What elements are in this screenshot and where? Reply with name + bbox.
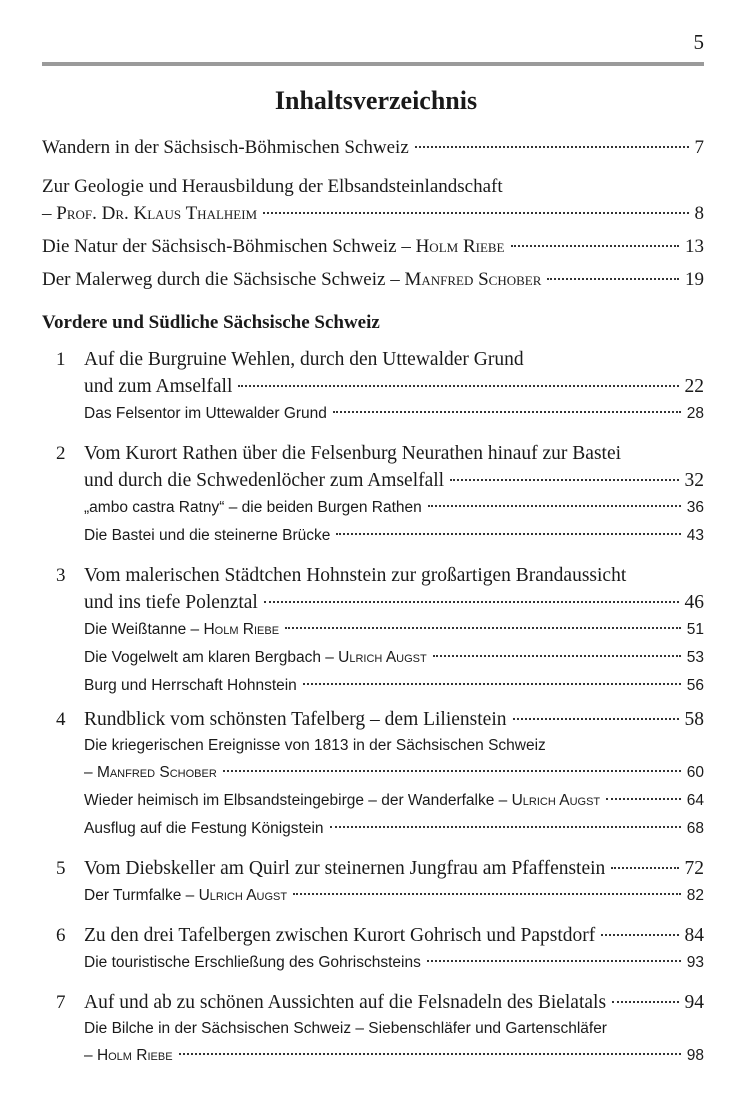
route-3 (42, 562, 704, 700)
leader-dots (428, 505, 681, 507)
sub-author: Holm Riebe (96, 1047, 173, 1064)
route-title-line2: und zum Amselfall (84, 376, 233, 397)
sub-page: 98 (686, 1047, 704, 1064)
route-entry[interactable] (84, 855, 704, 882)
sub-page: 53 (686, 649, 704, 666)
leader-dots (450, 479, 678, 481)
sub-title: Die Bastei und die steinerne Brücke (84, 527, 331, 544)
entry-prefix: – (42, 203, 57, 224)
sub-entry[interactable] (84, 644, 704, 672)
sub-entry[interactable] (84, 522, 704, 550)
sub-page: 68 (686, 820, 704, 837)
leader-dots (303, 683, 681, 685)
entry-title: Zur Geologie und Herausbildung der Elbsandsteinlandschaft (42, 176, 503, 197)
sub-entry[interactable] (84, 949, 704, 977)
leader-dots (612, 1001, 678, 1003)
sub-title: Die Vogelwelt am klaren Bergbach – (84, 649, 339, 666)
header-rule (42, 62, 704, 66)
toc-entry-geologie[interactable] (42, 173, 704, 227)
sub-title: Ausflug auf die Festung Königstein (84, 820, 324, 837)
route-title-line1: Vom malerischen Städtchen Hohnstein zur großartigen Brandaussicht (84, 565, 627, 586)
route-entry[interactable] (84, 706, 704, 733)
route-title-line1: Zu den drei Tafelbergen zwischen Kurort Gohrisch und Papstdorf (84, 925, 596, 946)
sub-author: Manfred Schober (96, 764, 217, 781)
leader-dots (336, 533, 680, 535)
route-entry[interactable] (84, 440, 704, 494)
sub-page: 56 (686, 677, 704, 694)
entry-page: 22 (684, 376, 704, 397)
sub-entry[interactable] (84, 815, 704, 843)
table-of-contents (42, 134, 704, 1070)
leader-dots (238, 385, 678, 387)
sub-entry[interactable] (84, 882, 704, 910)
leader-dots (293, 893, 681, 895)
section-heading: Vordere und Südliche Sächsische Schweiz (42, 312, 380, 333)
sub-title: Der Turmfalke – (84, 887, 199, 904)
page-title: Inhaltsverzeichnis (274, 86, 478, 115)
sub-author: Holm Riebe (203, 621, 280, 638)
route-4 (42, 706, 704, 843)
route-number: 7 (56, 992, 66, 1013)
route-title-line1: Rundblick vom schönsten Tafelberg – dem Lilienstein (84, 709, 507, 730)
leader-dots (427, 960, 681, 962)
route-title-line1: Vom Diebskeller am Quirl zur steinernen Jungfrau am Pfaffenstein (84, 858, 606, 879)
leader-dots (415, 146, 689, 148)
route-title-line1: Auf die Burgruine Wehlen, durch den Uttewalder Grund (84, 349, 524, 370)
sub-entry[interactable] (84, 400, 704, 428)
leader-dots (547, 278, 679, 280)
entry-page: 32 (684, 470, 704, 491)
sub-page: 43 (686, 527, 704, 544)
leader-dots (223, 770, 681, 772)
route-number: 6 (56, 925, 66, 946)
sub-page: 51 (686, 621, 704, 638)
route-entry[interactable] (84, 562, 704, 616)
route-title-line2: und durch die Schwedenlöcher zum Amselfall (84, 470, 445, 491)
route-2 (42, 440, 704, 550)
sub-entry[interactable] (84, 787, 704, 815)
route-number: 1 (56, 349, 66, 370)
leader-dots (511, 245, 680, 247)
route-1 (42, 346, 704, 428)
route-entry[interactable] (84, 922, 704, 949)
leader-dots (611, 867, 678, 869)
entry-page: 13 (685, 236, 704, 257)
sub-title: Wieder heimisch im Elbsandsteingebirge – der Wanderfalke – (84, 792, 512, 809)
route-title-line1: Vom Kurort Rathen über die Felsenburg Neurathen hinauf zur Bastei (84, 443, 622, 464)
leader-dots (513, 718, 679, 720)
sub-prefix: – (84, 764, 97, 781)
entry-author: Manfred Schober (404, 269, 542, 290)
sub-author: Ulrich Augst (338, 649, 427, 666)
page-number: 5 (693, 30, 704, 54)
entry-page: 58 (684, 709, 704, 730)
sub-page: 60 (686, 764, 704, 781)
route-7 (42, 989, 704, 1070)
route-number: 3 (56, 565, 66, 586)
entry-title: Die Natur der Sächsisch-Böhmischen Schweiz – (42, 236, 416, 257)
sub-page: 36 (686, 499, 704, 516)
sub-entry[interactable] (84, 733, 704, 787)
sub-entry[interactable] (84, 1016, 704, 1070)
toc-entry-malerweg[interactable] (42, 266, 704, 293)
sub-title: Das Felsentor im Uttewalder Grund (84, 405, 327, 422)
entry-author: Prof. Dr. Klaus Thalheim (56, 203, 258, 224)
route-5 (42, 855, 704, 910)
sub-title: Die Bilche in der Sächsischen Schweiz – Siebenschläfer und Gartenschläfer (84, 1020, 607, 1037)
sub-title: Die Weißtanne – (84, 621, 204, 638)
entry-page: 19 (685, 269, 704, 290)
entry-page: 46 (684, 592, 704, 613)
sub-page: 64 (686, 792, 704, 809)
route-number: 4 (56, 709, 66, 730)
sub-page: 93 (686, 954, 704, 971)
leader-dots (330, 826, 681, 828)
leader-dots (264, 601, 679, 603)
entry-page: 7 (694, 137, 704, 158)
sub-author: Ulrich Augst (511, 792, 601, 809)
sub-entry[interactable] (84, 494, 704, 522)
sub-prefix: – (84, 1047, 97, 1064)
leader-dots (601, 934, 678, 936)
toc-entry-natur[interactable] (42, 233, 704, 260)
leader-dots (433, 655, 681, 657)
entry-page: 84 (684, 925, 704, 946)
entry-page: 72 (684, 858, 704, 879)
sub-entry[interactable] (84, 616, 704, 644)
leader-dots (179, 1053, 681, 1055)
entry-title: Der Malerweg durch die Sächsische Schweiz – (42, 269, 405, 290)
sub-title: Die touristische Erschließung des Gohrischsteins (84, 954, 421, 971)
sub-page: 82 (686, 887, 704, 904)
route-number: 5 (56, 858, 66, 879)
sub-title: Die kriegerischen Ereignisse von 1813 in der Sächsischen Schweiz (84, 737, 546, 754)
route-6 (42, 922, 704, 977)
sub-author: Ulrich Augst (198, 887, 288, 904)
sub-page: 28 (686, 405, 704, 422)
sub-title: „ambo castra Ratny“ – die beiden Burgen Rathen (84, 499, 422, 516)
leader-dots (263, 212, 688, 214)
route-entry[interactable] (84, 346, 704, 400)
route-entry[interactable] (84, 989, 704, 1016)
route-title-line1: Auf und ab zu schönen Aussichten auf die Felsnadeln des Bielatals (84, 992, 607, 1013)
leader-dots (333, 411, 681, 413)
entry-page: 8 (694, 203, 704, 224)
route-title-line2: und ins tiefe Polenztal (84, 592, 258, 613)
entry-author: Holm Riebe (415, 236, 505, 257)
entry-title: Wandern in der Sächsisch-Böhmischen Schweiz (42, 137, 409, 158)
leader-dots (285, 627, 681, 629)
toc-entry-wandern[interactable] (42, 134, 704, 161)
sub-entry[interactable] (84, 672, 704, 700)
route-number: 2 (56, 443, 66, 464)
entry-page: 94 (684, 992, 704, 1013)
leader-dots (606, 798, 681, 800)
sub-title: Burg und Herrschaft Hohnstein (84, 677, 297, 694)
